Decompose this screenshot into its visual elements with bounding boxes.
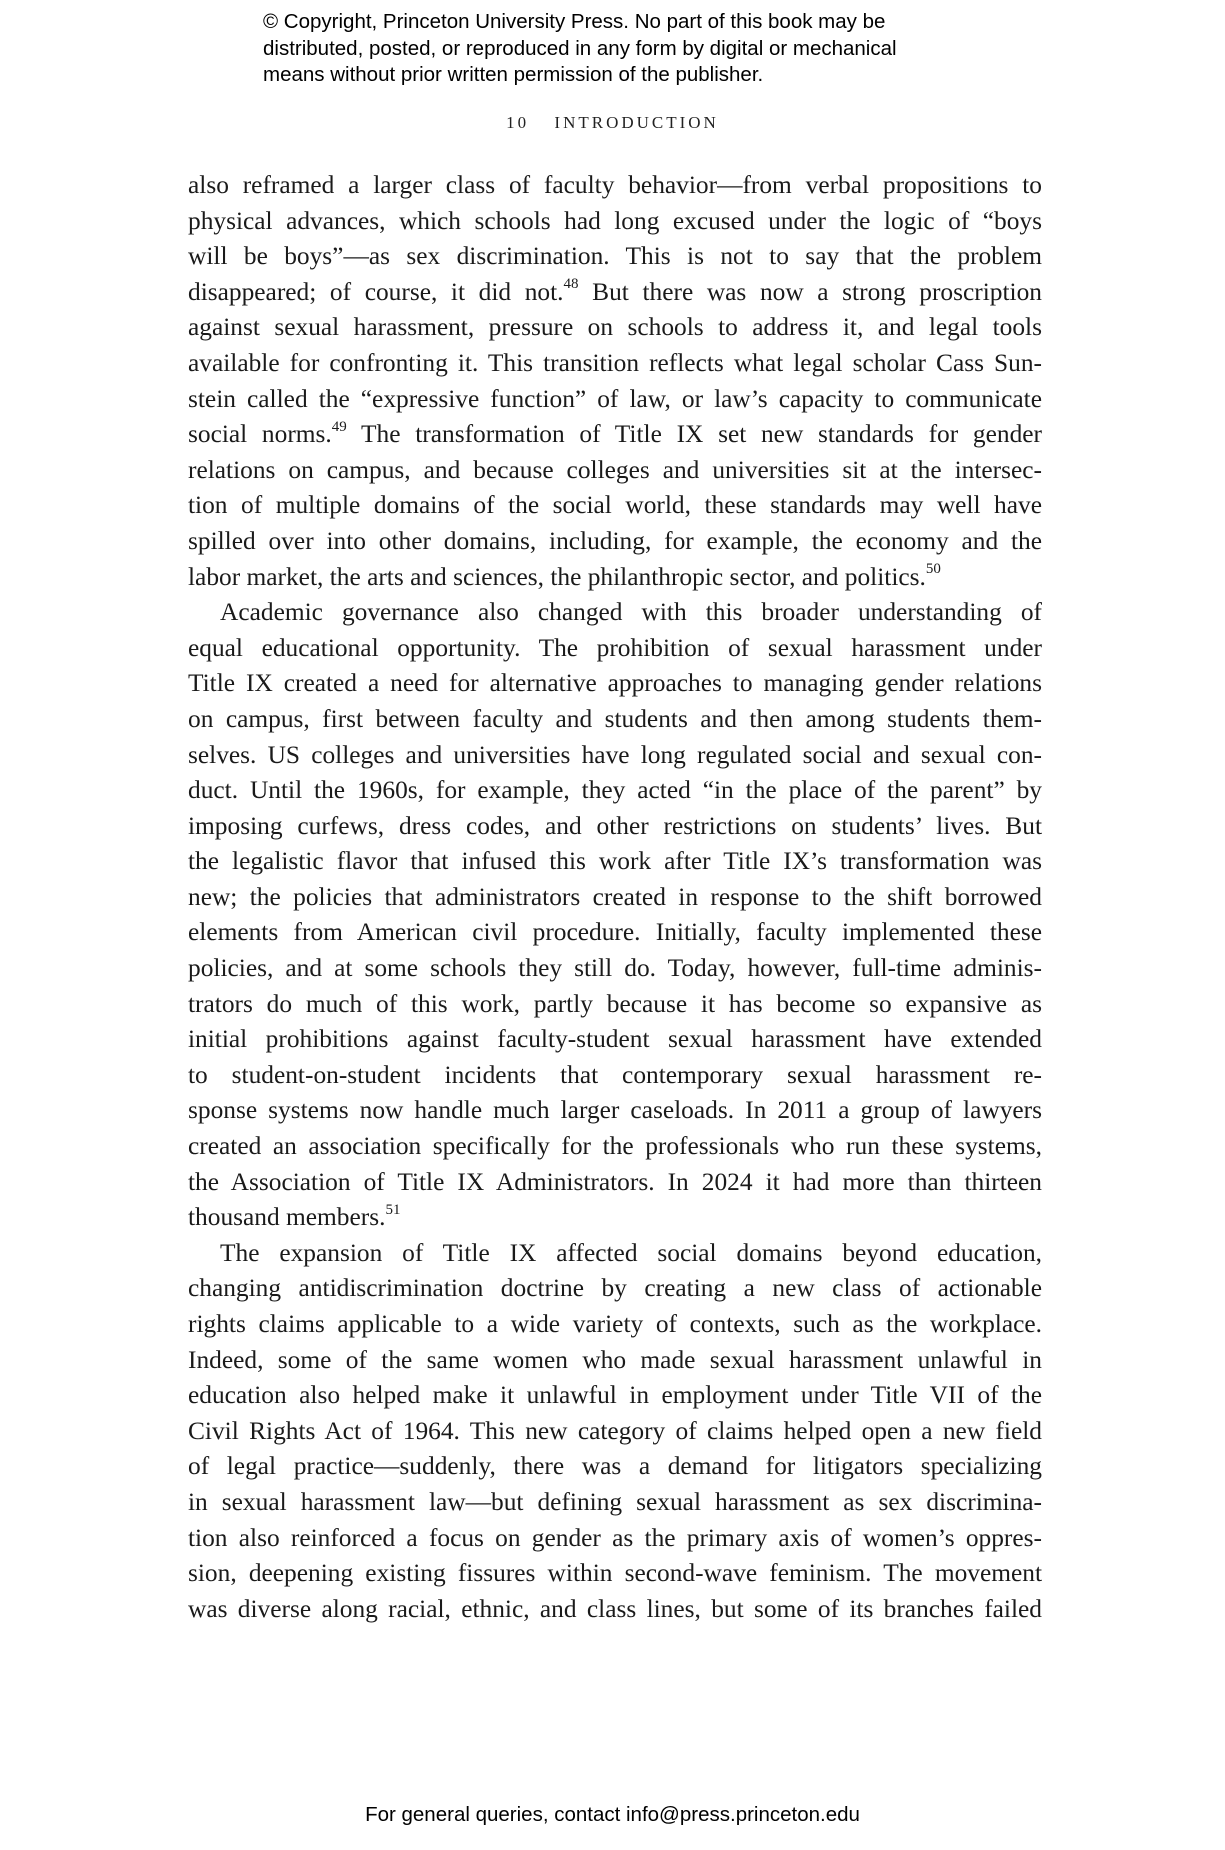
text-segment: The transformation of Title IX set new standards for gender	[361, 420, 1042, 449]
footnote-ref-51[interactable]: 51	[385, 1201, 401, 1218]
text-line: against sexual harassment, pressure on schools to address it, and legal tools	[188, 313, 1042, 342]
text-line: Civil Rights Act of 1964. This new category of claims helped open a new field	[188, 1416, 1042, 1445]
text-line: equal educational opportunity. The prohibition of sexual harassment under	[188, 633, 1042, 662]
text-line: on campus, first between faculty and students and then among students them-	[188, 704, 1042, 733]
text-line: also reframed a larger class of faculty behavior—from verbal propositions to	[188, 171, 1042, 199]
text-line: Title IX created a need for alternative approaches to managing gender relations	[188, 669, 1042, 698]
text-line: changing antidiscrimination doctrine by creating a new class of actionable	[188, 1274, 1042, 1303]
text-line	[188, 560, 1042, 596]
text-line: in sexual harassment law—but defining sexual harassment as sex discrimina-	[188, 1487, 1042, 1516]
text-line: policies, and at some schools they still do. Today, however, full-time adminis-	[188, 954, 1042, 983]
text-segment: disappeared; of course, it did not.	[188, 277, 564, 306]
text-line: sponse systems now handle much larger caseloads. In 2011 a group of lawyers	[188, 1096, 1042, 1125]
text-line: Academic governance also changed with this broader understanding of	[220, 598, 1042, 627]
text-line: of legal practice—suddenly, there was a demand for litigators specializing	[188, 1452, 1042, 1481]
text-segment: labor market, the arts and sciences, the philanthropic sector, and politics.	[188, 562, 926, 591]
text-line	[188, 417, 1042, 453]
page-number: 10	[506, 113, 530, 132]
copyright-line: © Copyright, Princeton University Press. No part of this book may be	[263, 10, 886, 33]
text-line: the Association of Title IX Administrators. In 2024 it had more than thirteen	[188, 1167, 1042, 1196]
text-line: physical advances, which schools had long excused under the logic of “boys	[188, 206, 1042, 235]
text-line: stein called the “expressive function” of law, or law’s capacity to communicate	[188, 384, 1042, 413]
footnote-ref-49[interactable]: 49	[331, 418, 347, 435]
chapter-title: INTRODUCTION	[554, 113, 719, 132]
text-line	[188, 1200, 1042, 1236]
contact-footer: For general queries, contact info@press.princeton.edu	[365, 1803, 860, 1826]
text-line: spilled over into other domains, including, for example, the economy and the	[188, 526, 1042, 555]
text-line: new; the policies that administrators created in response to the shift borrowed	[188, 882, 1042, 911]
text-segment: social norms.	[188, 420, 332, 449]
copyright-line: distributed, posted, or reproduced in any form by digital or mechanical	[263, 36, 897, 60]
text-line: created an association specifically for the professionals who run these systems,	[188, 1132, 1042, 1161]
text-line: Indeed, some of the same women who made sexual harassment unlawful in	[188, 1345, 1042, 1374]
text-line: trators do much of this work, partly because it has become so expansive as	[188, 989, 1042, 1018]
text-line: available for confronting it. This transition reflects what legal scholar Cass Sun-	[188, 348, 1042, 377]
text-line: selves. US colleges and universities have long regulated social and sexual con-	[188, 740, 1042, 769]
text-line: rights claims applicable to a wide variety of contexts, such as the workplace.	[188, 1310, 1042, 1338]
text-line: tion also reinforced a focus on gender as the primary axis of women’s oppres-	[188, 1523, 1042, 1552]
text-segment: thousand members.	[188, 1203, 386, 1232]
text-line: will be boys”—as sex discrimination. This is not to say that the problem	[188, 242, 1042, 271]
text-line: the legalistic flavor that infused this work after Title IX’s transformation was	[188, 847, 1042, 876]
text-line: relations on campus, and because colleges and universities sit at the intersec-	[188, 455, 1042, 484]
text-line: initial prohibitions against faculty-student sexual harassment have extended	[188, 1025, 1042, 1054]
text-line: to student-on-student incidents that contemporary sexual harassment re-	[188, 1060, 1042, 1089]
text-line: imposing curfews, dress codes, and other restrictions on students’ lives. But	[188, 811, 1042, 840]
copyright-notice	[263, 9, 983, 89]
text-line: The expansion of Title IX affected social domains beyond education,	[220, 1238, 1042, 1267]
text-line	[188, 275, 1042, 311]
text-line: elements from American civil procedure. Initially, faculty implemented these	[188, 918, 1042, 947]
text-segment: But there was now a strong proscription	[592, 277, 1042, 306]
text-line: was diverse along racial, ethnic, and class lines, but some of its branches failed	[188, 1594, 1042, 1623]
text-line: duct. Until the 1960s, for example, they acted “in the place of the parent” by	[188, 776, 1042, 805]
footnote-ref-48[interactable]: 48	[563, 276, 579, 293]
copyright-line: means without prior written permission of the publisher.	[263, 63, 764, 86]
text-line: sion, deepening existing fissures within second-wave feminism. The movement	[188, 1559, 1042, 1588]
text-line: tion of multiple domains of the social world, these standards may well have	[188, 491, 1042, 520]
footnote-ref-50[interactable]: 50	[925, 561, 941, 578]
running-head	[0, 113, 1225, 133]
body-text	[188, 168, 1042, 1627]
text-line: education also helped make it unlawful in employment under Title VII of the	[188, 1381, 1042, 1410]
